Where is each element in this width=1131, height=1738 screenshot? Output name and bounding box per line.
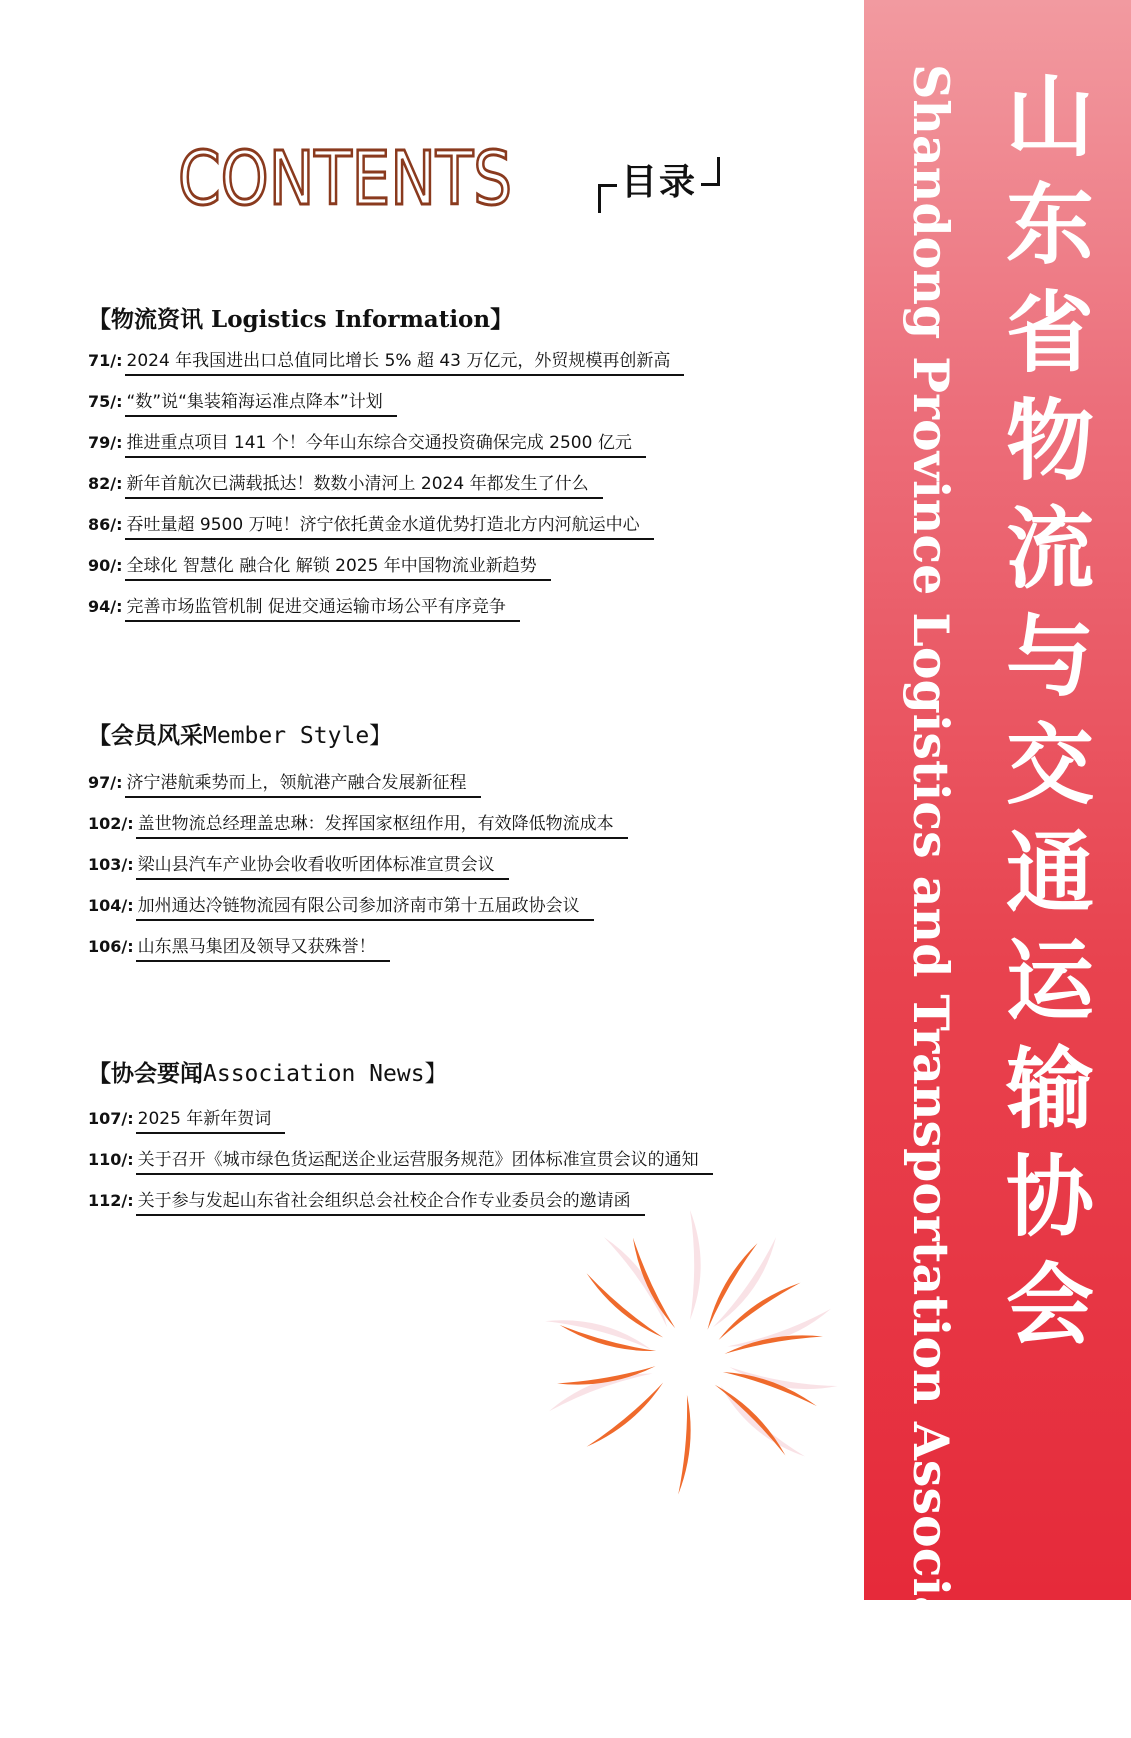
toc-page-number: 97/: (88, 773, 123, 792)
toc-page-number: 71/: (88, 351, 123, 370)
firework-ray (587, 1382, 664, 1446)
section-association-news (88, 1058, 713, 1229)
toc-page-number: 75/: (88, 392, 123, 411)
toc-page-number: 90/: (88, 556, 123, 575)
toc-item[interactable] (88, 852, 628, 893)
toc-item[interactable] (88, 1147, 713, 1188)
toc-title[interactable]: 推进重点项目 141 个！今年山东综合交通投资确保完成 2500 亿元 (125, 430, 646, 458)
toc-page-number: 110/: (88, 1150, 134, 1169)
contents-word: CONTENTS (178, 136, 512, 222)
contents-logo (176, 136, 516, 222)
toc-page-number: 94/: (88, 597, 123, 616)
toc-item[interactable] (88, 471, 684, 512)
toc-title[interactable]: 2025 年新年贺词 (136, 1106, 286, 1134)
toc-item[interactable] (88, 934, 628, 975)
toc-item[interactable] (88, 553, 684, 594)
toc-title[interactable]: 关于参与发起山东省社会组织总会社校企合作专业委员会的邀请函 (136, 1188, 645, 1216)
toc-page-number: 103/: (88, 855, 134, 874)
firework-ray (690, 1210, 701, 1320)
toc-page-number: 104/: (88, 896, 134, 915)
toc-item[interactable] (88, 594, 684, 635)
toc-page-number: 102/: (88, 814, 134, 833)
section-title-cn: 【物流资讯 (88, 306, 203, 333)
section-title (88, 720, 628, 752)
section-title-en: Logistics Information】 (211, 306, 514, 333)
toc-title[interactable]: “数”说“集装箱海运准点降本”计划 (125, 389, 397, 417)
association-banner (864, 0, 1131, 1738)
mulu-title: 目录 (621, 162, 698, 203)
toc-page-number: 107/: (88, 1109, 134, 1128)
section-logistics-information (88, 304, 684, 635)
section-title-en: Member Style】 (203, 723, 393, 749)
toc-item[interactable] (88, 389, 684, 430)
banner-chinese-name: 山东省物流与交通运输协会 (992, 70, 1096, 1366)
section-title (88, 1058, 713, 1090)
toc-item[interactable] (88, 430, 684, 471)
toc-page-number: 112/: (88, 1191, 134, 1210)
toc-title[interactable]: 完善市场监管机制 促进交通运输市场公平有序竞争 (125, 594, 520, 622)
section-title-cn: 【协会要闻 (88, 1060, 203, 1087)
toc-page-number: 79/: (88, 433, 123, 452)
mulu-heading (598, 155, 720, 205)
toc-title[interactable]: 盖世物流总经理盖忠琳：发挥国家枢纽作用，有效降低物流成本 (136, 811, 628, 839)
corner-bracket-right-icon (701, 157, 720, 186)
toc-title[interactable]: 全球化 智慧化 融合化 解锁 2025 年中国物流业新趋势 (125, 553, 551, 581)
toc-title[interactable]: 关于召开《城市绿色货运配送企业运营服务规范》团体标准宣贯会议的通知 (136, 1147, 713, 1175)
section-title-en: Association News】 (203, 1061, 448, 1087)
section-title-cn: 【会员风采 (88, 722, 203, 749)
corner-bracket-left-icon (598, 184, 617, 213)
toc-page-number: 86/: (88, 515, 123, 534)
firework-burst-icon (520, 1210, 850, 1470)
section-member-style (88, 720, 628, 975)
toc-title[interactable]: 2024 年我国进出口总值同比增长 5% 超 43 万亿元，外贸规模再创新高 (125, 348, 685, 376)
section-title (88, 304, 684, 336)
toc-item[interactable] (88, 893, 628, 934)
toc-title[interactable]: 山东黑马集团及领导又获殊誉！ (136, 934, 390, 962)
firework-ray (545, 1320, 651, 1349)
toc-title[interactable]: 吞吐量超 9500 万吨！济宁依托黄金水道优势打造北方内河航运中心 (125, 512, 654, 540)
toc-item[interactable] (88, 512, 684, 553)
toc-item[interactable] (88, 811, 628, 852)
toc-page-number: 106/: (88, 937, 134, 956)
toc-title[interactable]: 济宁港航乘势而上，领航港产融合发展新征程 (125, 770, 481, 798)
firework-ray (678, 1395, 690, 1495)
toc-title[interactable]: 加州通达冷链物流园有限公司参加济南市第十五届政协会议 (136, 893, 594, 921)
toc-item[interactable] (88, 348, 684, 389)
toc-item[interactable] (88, 770, 628, 811)
toc-title[interactable]: 新年首航次已满载抵达！数数小清河上 2024 年都发生了什么 (125, 471, 603, 499)
toc-item[interactable] (88, 1106, 713, 1147)
toc-title[interactable]: 梁山县汽车产业协会收看收听团体标准宣贯会议 (136, 852, 509, 880)
firework-ray (633, 1238, 675, 1329)
toc-page-number: 82/: (88, 474, 123, 493)
banner-english-name: Shandong Province Logistics and Transportation Association (902, 64, 960, 1738)
